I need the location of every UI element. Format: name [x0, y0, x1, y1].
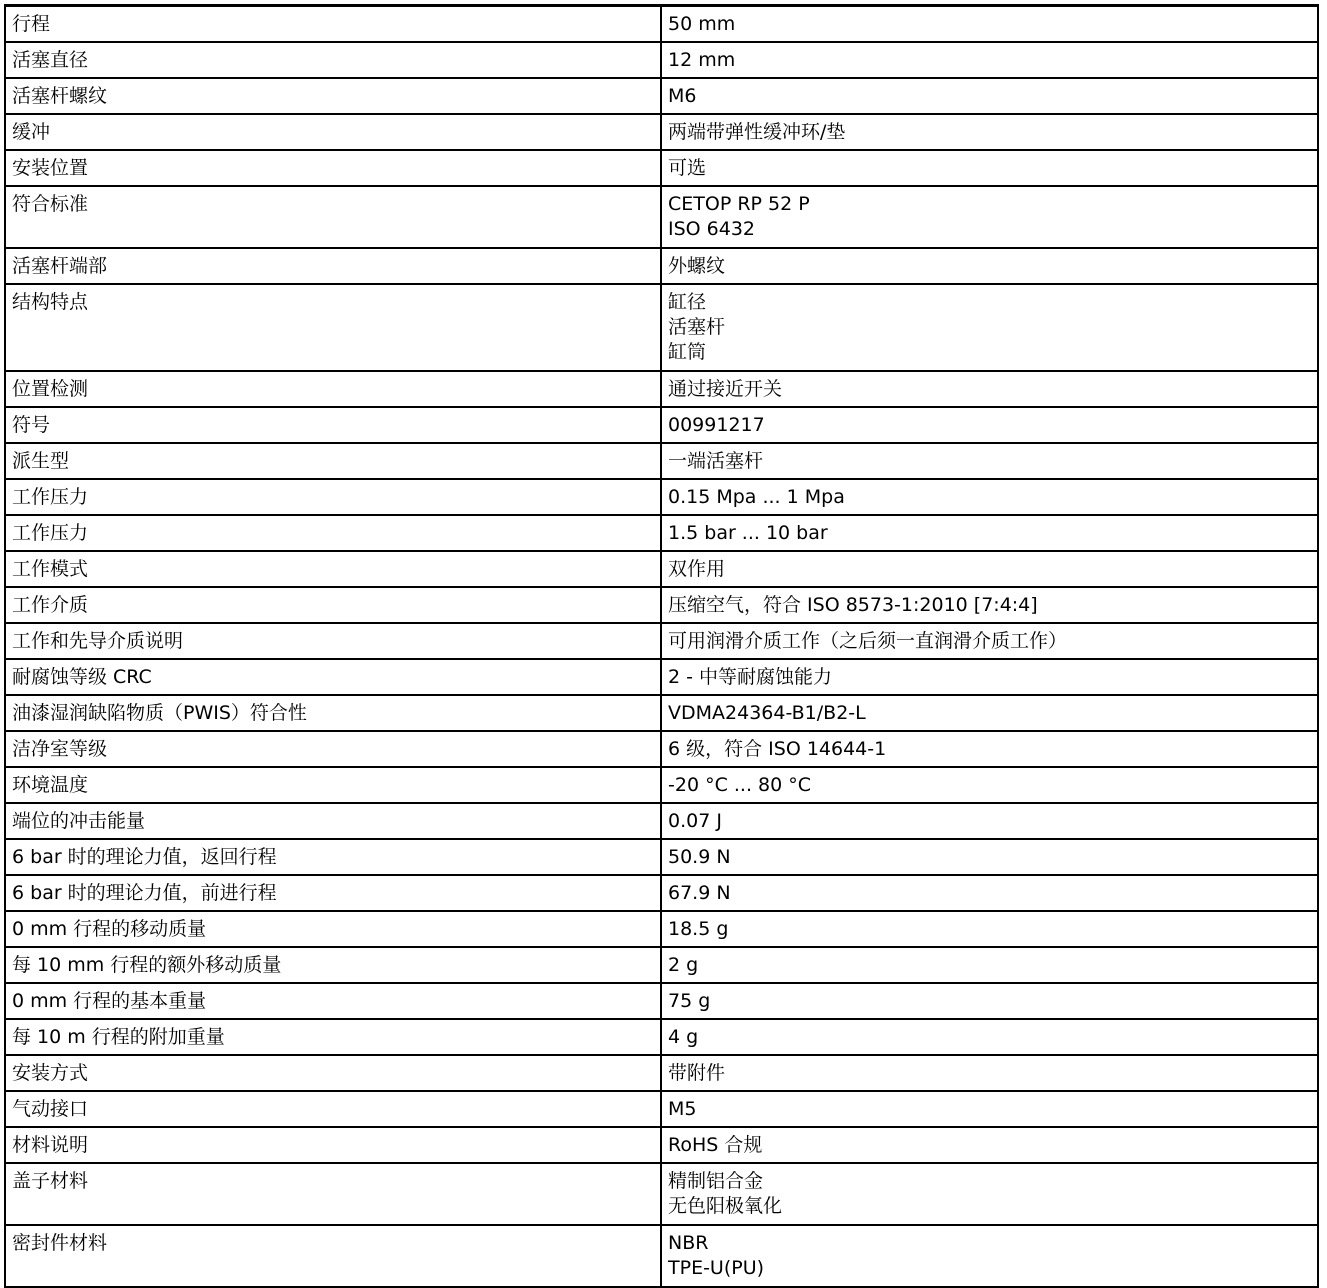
- spec-value-line: 可选: [668, 156, 707, 179]
- spec-value-line: 双作用: [668, 557, 726, 580]
- spec-table-body: [5, 6, 1318, 1287]
- spec-value-line: 6 级，符合 ISO 14644-1: [668, 737, 887, 760]
- spec-row: [5, 659, 1318, 695]
- spec-value: [661, 659, 1318, 695]
- spec-row: [5, 623, 1318, 659]
- spec-value-line: 18.5 g: [668, 917, 729, 940]
- spec-row: [5, 479, 1318, 515]
- spec-row: [5, 839, 1318, 875]
- spec-label: 符合标准: [5, 186, 661, 248]
- spec-value: [661, 1055, 1318, 1091]
- spec-value: [661, 78, 1318, 114]
- spec-value: [661, 1163, 1318, 1225]
- spec-label: 油漆湿润缺陷物质（PWIS）符合性: [5, 695, 661, 731]
- spec-value-line: 精制铝合金: [668, 1169, 764, 1192]
- spec-value: [661, 114, 1318, 150]
- spec-row: [5, 186, 1318, 248]
- spec-value: [661, 42, 1318, 78]
- spec-row: [5, 371, 1318, 407]
- spec-label: 工作模式: [5, 551, 661, 587]
- spec-value: [661, 248, 1318, 284]
- spec-value-line: 压缩空气，符合 ISO 8573-1:2010 [7:4:4]: [668, 593, 1038, 616]
- spec-row: [5, 875, 1318, 911]
- spec-value-line: 通过接近开关: [668, 377, 783, 400]
- spec-value: [661, 839, 1318, 875]
- spec-value-line: 50 mm: [668, 13, 736, 35]
- spec-label: 工作压力: [5, 479, 661, 515]
- spec-label: 盖子材料: [5, 1163, 661, 1225]
- spec-label: 0 mm 行程的移动质量: [5, 911, 661, 947]
- spec-value: [661, 479, 1318, 515]
- spec-value-line: 0.15 Mpa ... 1 Mpa: [668, 485, 845, 508]
- spec-row: [5, 114, 1318, 150]
- spec-row: [5, 767, 1318, 803]
- spec-row: [5, 911, 1318, 947]
- spec-value: [661, 983, 1318, 1019]
- spec-value-line: 1.5 bar ... 10 bar: [668, 521, 828, 544]
- spec-value: [661, 695, 1318, 731]
- spec-value-line: -20 °C ... 80 °C: [668, 773, 812, 796]
- spec-row: [5, 731, 1318, 767]
- spec-row: [5, 1225, 1318, 1287]
- spec-row: [5, 443, 1318, 479]
- spec-label: 密封件材料: [5, 1225, 661, 1287]
- spec-value: [661, 1019, 1318, 1055]
- spec-value-line: CETOP RP 52 P: [668, 192, 810, 215]
- spec-value-line: 4 g: [668, 1025, 699, 1048]
- spec-value-line: 可用润滑介质工作（之后须一直润滑介质工作）: [668, 629, 1068, 652]
- spec-label: 工作压力: [5, 515, 661, 551]
- spec-value: [661, 875, 1318, 911]
- spec-row: [5, 803, 1318, 839]
- spec-value: [661, 803, 1318, 839]
- spec-row: [5, 695, 1318, 731]
- spec-row: [5, 1055, 1318, 1091]
- spec-value: [661, 1225, 1318, 1287]
- spec-label: 耐腐蚀等级 CRC: [5, 659, 661, 695]
- spec-row: [5, 983, 1318, 1019]
- spec-value-line: ISO 6432: [668, 217, 756, 240]
- spec-row: [5, 150, 1318, 186]
- spec-label: 气动接口: [5, 1091, 661, 1127]
- spec-label: 6 bar 时的理论力值，返回行程: [5, 839, 661, 875]
- spec-row: [5, 551, 1318, 587]
- spec-value: [661, 6, 1318, 42]
- spec-value-line: 外螺纹: [668, 254, 726, 277]
- spec-label: 6 bar 时的理论力值，前进行程: [5, 875, 661, 911]
- spec-label: 行程: [5, 6, 661, 42]
- spec-value-line: 2 g: [668, 953, 699, 976]
- spec-value-line: 两端带弹性缓冲环/垫: [668, 120, 846, 143]
- spec-label: 符号: [5, 407, 661, 443]
- spec-row: [5, 1091, 1318, 1127]
- spec-label: 工作介质: [5, 587, 661, 623]
- spec-label: 安装方式: [5, 1055, 661, 1091]
- spec-row: [5, 248, 1318, 284]
- spec-label: 结构特点: [5, 284, 661, 371]
- spec-row: [5, 78, 1318, 114]
- spec-row: [5, 947, 1318, 983]
- spec-value: [661, 623, 1318, 659]
- spec-label: 活塞直径: [5, 42, 661, 78]
- spec-value: [661, 551, 1318, 587]
- spec-row: [5, 1019, 1318, 1055]
- spec-label: 缓冲: [5, 114, 661, 150]
- spec-label: 工作和先导介质说明: [5, 623, 661, 659]
- spec-value-line: 2 - 中等耐腐蚀能力: [668, 665, 833, 688]
- spec-value-line: RoHS 合规: [668, 1133, 763, 1156]
- spec-row: [5, 587, 1318, 623]
- spec-row: [5, 284, 1318, 371]
- spec-row: [5, 42, 1318, 78]
- spec-value-line: 带附件: [668, 1061, 726, 1084]
- spec-value-line: 12 mm: [668, 48, 736, 71]
- spec-value: [661, 407, 1318, 443]
- spec-value: [661, 515, 1318, 551]
- spec-table: [4, 4, 1319, 1288]
- spec-row: [5, 6, 1318, 42]
- spec-value-line: 一端活塞杆: [668, 449, 764, 472]
- spec-label: 端位的冲击能量: [5, 803, 661, 839]
- spec-row: [5, 1163, 1318, 1225]
- spec-value-line: M5: [668, 1097, 697, 1120]
- spec-label: 派生型: [5, 443, 661, 479]
- spec-value: [661, 186, 1318, 248]
- spec-value: [661, 1127, 1318, 1163]
- spec-value: [661, 284, 1318, 371]
- spec-label: 0 mm 行程的基本重量: [5, 983, 661, 1019]
- spec-value-line: VDMA24364-B1/B2-L: [668, 701, 866, 724]
- spec-value: [661, 371, 1318, 407]
- spec-value: [661, 1091, 1318, 1127]
- spec-value: [661, 587, 1318, 623]
- spec-value: [661, 150, 1318, 186]
- spec-row: [5, 515, 1318, 551]
- spec-value: [661, 731, 1318, 767]
- spec-value-line: 缸径: [668, 290, 707, 313]
- spec-value: [661, 947, 1318, 983]
- spec-value: [661, 767, 1318, 803]
- spec-row: [5, 1127, 1318, 1163]
- spec-label: 材料说明: [5, 1127, 661, 1163]
- spec-label: 活塞杆螺纹: [5, 78, 661, 114]
- spec-value-line: M6: [668, 84, 697, 107]
- spec-value-line: 无色阳极氧化: [668, 1194, 783, 1217]
- spec-value-line: 50.9 N: [668, 845, 731, 868]
- spec-value-line: 00991217: [668, 413, 765, 436]
- spec-value-line: NBR: [668, 1231, 709, 1254]
- spec-label: 环境温度: [5, 767, 661, 803]
- spec-label: 每 10 mm 行程的额外移动质量: [5, 947, 661, 983]
- spec-value-line: 0.07 J: [668, 809, 722, 832]
- spec-value-line: TPE-U(PU): [668, 1256, 765, 1279]
- spec-label: 洁净室等级: [5, 731, 661, 767]
- spec-label: 安装位置: [5, 150, 661, 186]
- spec-value-line: 75 g: [668, 989, 711, 1012]
- spec-label: 活塞杆端部: [5, 248, 661, 284]
- spec-value: [661, 911, 1318, 947]
- spec-label: 位置检测: [5, 371, 661, 407]
- spec-value: [661, 443, 1318, 479]
- spec-value-line: 缸筒: [668, 340, 707, 363]
- spec-value-line: 67.9 N: [668, 881, 731, 904]
- spec-label: 每 10 m 行程的附加重量: [5, 1019, 661, 1055]
- spec-value-line: 活塞杆: [668, 315, 726, 338]
- spec-row: [5, 407, 1318, 443]
